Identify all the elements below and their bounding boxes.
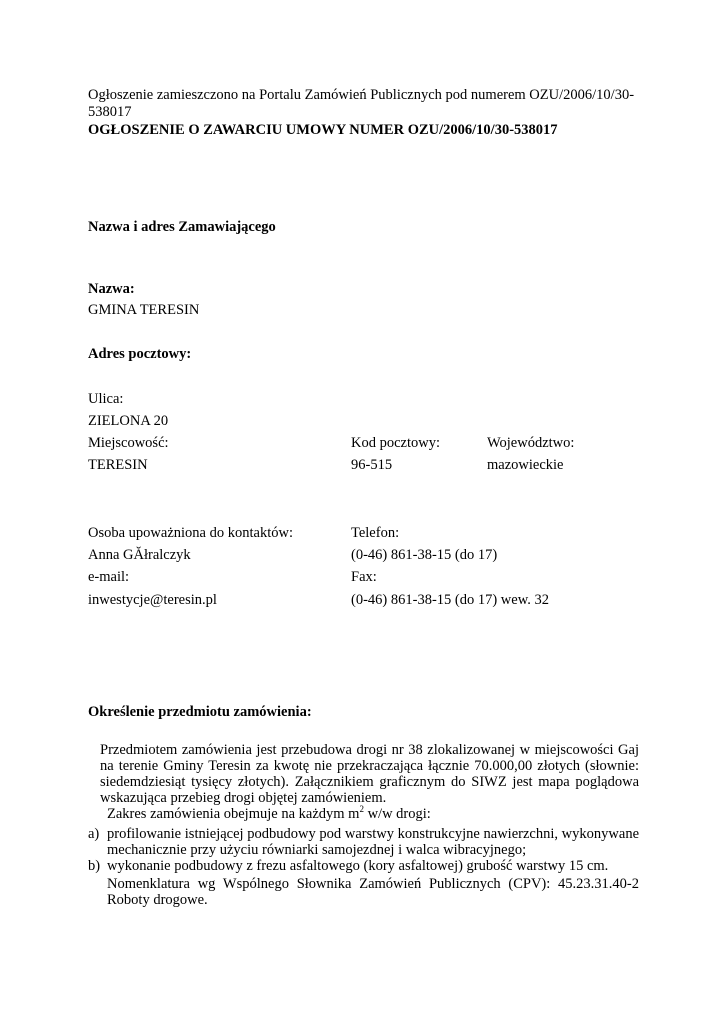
scope-superscript: 2 — [359, 804, 364, 815]
email-label: e-mail: — [88, 569, 130, 585]
scope-line — [107, 806, 431, 822]
item-a-text: profilowanie istniejącej podbudowy pod warstwy konstrukcyjne nawierzchni, wykonywane mechanicznie przy użyciu równiarki samojezdnej i walca wibracyjnego; — [107, 826, 639, 858]
postal-value: 96-515 — [351, 457, 393, 473]
province-label: Województwo: — [487, 435, 575, 451]
contact-value: Anna GĂłralczyk — [88, 547, 191, 563]
cpv-text: Nomenklatura wg Wspólnego Słownika Zamówień Publicznych (CPV): 45.23.31.40-2 Roboty drogowe. — [107, 876, 639, 908]
fax-value: (0-46) 861-38-15 (do 17) wew. 32 — [351, 592, 549, 608]
name-label: Nazwa: — [88, 281, 135, 297]
scope-tail: w/w drogi: — [363, 806, 431, 822]
notice-line-2: 538017 — [88, 104, 132, 120]
city-label: Miejscowość: — [88, 435, 169, 451]
item-b-marker: b) — [88, 858, 101, 874]
address-label: Adres pocztowy: — [88, 346, 192, 362]
phone-label: Telefon: — [351, 525, 400, 541]
item-a-marker: a) — [88, 826, 100, 842]
section-title-subject: Określenie przedmiotu zamówienia: — [88, 704, 312, 720]
phone-value: (0-46) 861-38-15 (do 17) — [351, 547, 498, 563]
item-b-text: wykonanie podbudowy z frezu asfaltowego (kory asfaltowej) grubość warstwy 15 cm. — [107, 858, 609, 874]
fax-label: Fax: — [351, 569, 377, 585]
name-value: GMINA TERESIN — [88, 302, 200, 318]
section-title-authority: Nazwa i adres Zamawiającego — [88, 219, 276, 235]
city-value: TERESIN — [88, 457, 148, 473]
street-value: ZIELONA 20 — [88, 413, 169, 429]
subject-paragraph: Przedmiotem zamówienia jest przebudowa drogi nr 38 zlokalizowanej w miejscowości Gaj na terenie Gminy Teresin za kwotę nie przekraczająca łącznie 70.000,00 złotych (słownie: siedemdziesiąt tysięcy złotych). Załącznikiem graficznym do SIWZ jest mapa poglądowa wskazująca przebieg drogi objętej zamówieniem. — [100, 742, 639, 806]
document-title: OGŁOSZENIE O ZAWARCIU UMOWY NUMER OZU/2006/10/30-538017 — [88, 122, 558, 138]
email-value: inwestycje@teresin.pl — [88, 592, 217, 608]
scope-text: Zakres zamówienia obejmuje na każdym m — [107, 806, 360, 822]
contact-label: Osoba upoważniona do kontaktów: — [88, 525, 293, 541]
province-value: mazowieckie — [487, 457, 564, 473]
notice-line-1: Ogłoszenie zamieszczono na Portalu Zamówień Publicznych pod numerem OZU/2006/10/30- — [88, 87, 635, 103]
postal-label: Kod pocztowy: — [351, 435, 440, 451]
street-label: Ulica: — [88, 391, 124, 407]
